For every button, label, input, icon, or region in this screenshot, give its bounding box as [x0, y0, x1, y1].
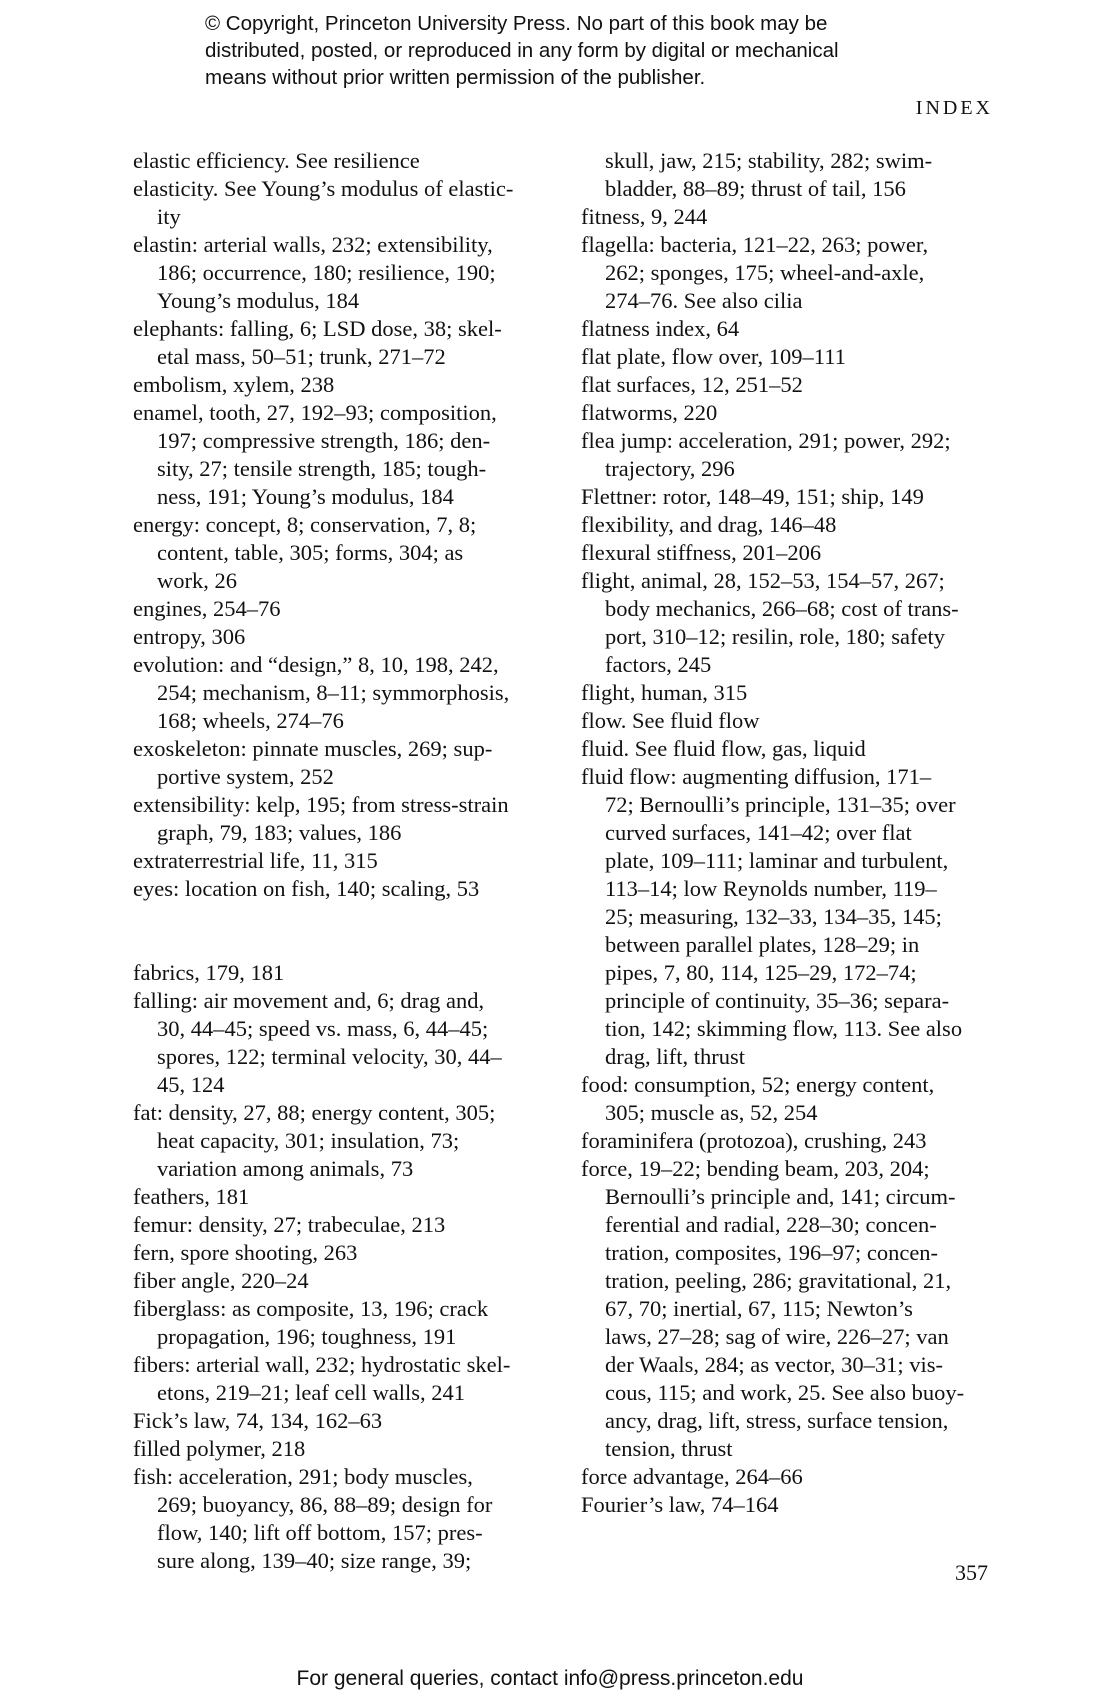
index-line: fern, spore shooting, 263: [133, 1240, 358, 1265]
index-line: flow. See fluid flow: [581, 708, 760, 733]
index-line: fat: density, 27, 88; energy content, 305;: [133, 1100, 496, 1125]
index-line: fibers: arterial wall, 232; hydrostatic skel-: [133, 1352, 511, 1377]
index-line: flat surfaces, 12, 251–52: [581, 372, 803, 397]
index-line: tration, composites, 196–97; concen-: [605, 1240, 939, 1265]
index-line: evolution: and “design,” 8, 10, 198, 242,: [133, 652, 499, 677]
index-line: 254; mechanism, 8–11; symmorphosis,: [157, 680, 510, 705]
index-line: port, 310–12; resilin, role, 180; safety: [605, 624, 945, 649]
index-line: etons, 219–21; leaf cell walls, 241: [157, 1380, 466, 1405]
page-number: 357: [955, 1560, 988, 1585]
index-line: tion, 142; skimming flow, 113. See also: [605, 1016, 963, 1041]
index-line: 67, 70; inertial, 67, 115; Newton’s: [605, 1296, 913, 1321]
index-line: extensibility: kelp, 195; from stress-strain: [133, 792, 509, 817]
index-line: propagation, 196; toughness, 191: [157, 1324, 457, 1349]
index-line: spores, 122; terminal velocity, 30, 44–: [157, 1044, 502, 1069]
index-line: energy: concept, 8; conservation, 7, 8;: [133, 512, 477, 537]
footer-contact: For general queries, contact info@press.princeton.edu: [296, 1667, 804, 1690]
index-line: principle of continuity, 35–36; separa-: [605, 988, 950, 1013]
index-line: exoskeleton: pinnate muscles, 269; sup-: [133, 736, 493, 761]
index-line: Bernoulli’s principle and, 141; circum-: [605, 1184, 956, 1209]
index-line: flatness index, 64: [581, 316, 740, 341]
index-line: 113–14; low Reynolds number, 119–: [605, 876, 937, 901]
index-line: ness, 191; Young’s modulus, 184: [157, 484, 454, 509]
index-line: heat capacity, 301; insulation, 73;: [157, 1128, 460, 1153]
index-line: fluid flow: augmenting diffusion, 171–: [581, 764, 932, 789]
index-line: ancy, drag, lift, stress, surface tension,: [605, 1408, 949, 1433]
index-line: sure along, 139–40; size range, 39;: [157, 1548, 472, 1573]
index-line: eyes: location on fish, 140; scaling, 53: [133, 876, 480, 901]
index-line: fish: acceleration, 291; body muscles,: [133, 1464, 473, 1489]
copyright-line: © Copyright, Princeton University Press. No part of this book may be: [205, 12, 828, 35]
index-line: flexibility, and drag, 146–48: [581, 512, 837, 537]
index-line: Fourier’s law, 74–164: [581, 1492, 779, 1517]
index-line: tension, thrust: [605, 1436, 733, 1461]
index-line: flagella: bacteria, 121–22, 263; power,: [581, 232, 929, 257]
index-line: bladder, 88–89; thrust of tail, 156: [605, 176, 906, 201]
index-line: flat plate, flow over, 109–111: [581, 344, 846, 369]
section-gap: [133, 903, 553, 959]
index-line: engines, 254–76: [133, 596, 281, 621]
index-line: elephants: falling, 6; LSD dose, 38; skel-: [133, 316, 502, 341]
index-line: fitness, 9, 244: [581, 204, 708, 229]
index-line: 305; muscle as, 52, 254: [605, 1100, 818, 1125]
running-head: INDEX: [915, 97, 993, 119]
index-line: curved surfaces, 141–42; over flat: [605, 820, 912, 845]
index-line: work, 26: [157, 568, 237, 593]
copyright-notice: [205, 10, 925, 91]
index-line: fabrics, 179, 181: [133, 960, 285, 985]
index-line: femur: density, 27; trabeculae, 213: [133, 1212, 446, 1237]
index-line: skull, jaw, 215; stability, 282; swim-: [605, 148, 933, 173]
index-line: filled polymer, 218: [133, 1436, 306, 1461]
index-line: force, 19–22; bending beam, 203, 204;: [581, 1156, 930, 1181]
index-line: 45, 124: [157, 1072, 225, 1097]
copyright-line: means without prior written permission of the publisher.: [205, 66, 706, 89]
index-column-left: [133, 147, 553, 1575]
index-line: flow, 140; lift off bottom, 157; pres-: [157, 1520, 483, 1545]
index-line: flatworms, 220: [581, 400, 718, 425]
index-line: portive system, 252: [157, 764, 334, 789]
index-line: Young’s modulus, 184: [157, 288, 360, 313]
index-line: 72; Bernoulli’s principle, 131–35; over: [605, 792, 956, 817]
index-line: body mechanics, 266–68; cost of trans-: [605, 596, 959, 621]
index-line: falling: air movement and, 6; drag and,: [133, 988, 485, 1013]
index-line: Fick’s law, 74, 134, 162–63: [133, 1408, 383, 1433]
index-line: 269; buoyancy, 86, 88–89; design for: [157, 1492, 493, 1517]
index-line: foraminifera (protozoa), crushing, 243: [581, 1128, 927, 1153]
index-line: fiber angle, 220–24: [133, 1268, 309, 1293]
index-line: laws, 27–28; sag of wire, 226–27; van: [605, 1324, 949, 1349]
index-line: elasticity. See Young’s modulus of elastic-: [133, 176, 514, 201]
index-line: factors, 245: [605, 652, 712, 677]
index-line: embolism, xylem, 238: [133, 372, 335, 397]
index-line: enamel, tooth, 27, 192–93; composition,: [133, 400, 497, 425]
index-line: cous, 115; and work, 25. See also buoy-: [605, 1380, 965, 1405]
index-line: 30, 44–45; speed vs. mass, 6, 44–45;: [157, 1016, 489, 1041]
index-line: graph, 79, 183; values, 186: [157, 820, 402, 845]
index-line: flea jump: acceleration, 291; power, 292;: [581, 428, 951, 453]
index-line: trajectory, 296: [605, 456, 735, 481]
index-line: ferential and radial, 228–30; concen-: [605, 1212, 937, 1237]
index-line: ity: [157, 204, 181, 229]
index-line: variation among animals, 73: [157, 1156, 414, 1181]
index-line: elastin: arterial walls, 232; extensibility,: [133, 232, 493, 257]
index-line: Flettner: rotor, 148–49, 151; ship, 149: [581, 484, 924, 509]
index-line: fiberglass: as composite, 13, 196; crack: [133, 1296, 489, 1321]
index-line: feathers, 181: [133, 1184, 250, 1209]
index-line: flight, human, 315: [581, 680, 748, 705]
index-line: sity, 27; tensile strength, 185; tough-: [157, 456, 487, 481]
index-line: fluid. See fluid flow, gas, liquid: [581, 736, 866, 761]
index-line: flight, animal, 28, 152–53, 154–57, 267;: [581, 568, 945, 593]
index-line: plate, 109–111; laminar and turbulent,: [605, 848, 949, 873]
index-line: food: consumption, 52; energy content,: [581, 1072, 935, 1097]
index-line: tration, peeling, 286; gravitational, 21,: [605, 1268, 952, 1293]
index-line: extraterrestrial life, 11, 315: [133, 848, 378, 873]
index-line: between parallel plates, 128–29; in: [605, 932, 920, 957]
index-line: force advantage, 264–66: [581, 1464, 803, 1489]
index-line: der Waals, 284; as vector, 30–31; vis-: [605, 1352, 944, 1377]
index-line: entropy, 306: [133, 624, 246, 649]
index-line: 186; occurrence, 180; resilience, 190;: [157, 260, 496, 285]
index-line: elastic efficiency. See resilience: [133, 148, 420, 173]
index-line: 168; wheels, 274–76: [157, 708, 344, 733]
index-column-right: [581, 147, 1001, 1519]
copyright-line: distributed, posted, or reproduced in any form by digital or mechanical: [205, 39, 839, 62]
index-line: drag, lift, thrust: [605, 1044, 745, 1069]
index-line: etal mass, 50–51; trunk, 271–72: [157, 344, 446, 369]
index-line: flexural stiffness, 201–206: [581, 540, 822, 565]
index-line: pipes, 7, 80, 114, 125–29, 172–74;: [605, 960, 917, 985]
index-line: 197; compressive strength, 186; den-: [157, 428, 491, 453]
index-line: 25; measuring, 132–33, 134–35, 145;: [605, 904, 942, 929]
index-line: 274–76. See also cilia: [605, 288, 803, 313]
index-line: 262; sponges, 175; wheel-and-axle,: [605, 260, 925, 285]
index-line: content, table, 305; forms, 304; as: [157, 540, 464, 565]
